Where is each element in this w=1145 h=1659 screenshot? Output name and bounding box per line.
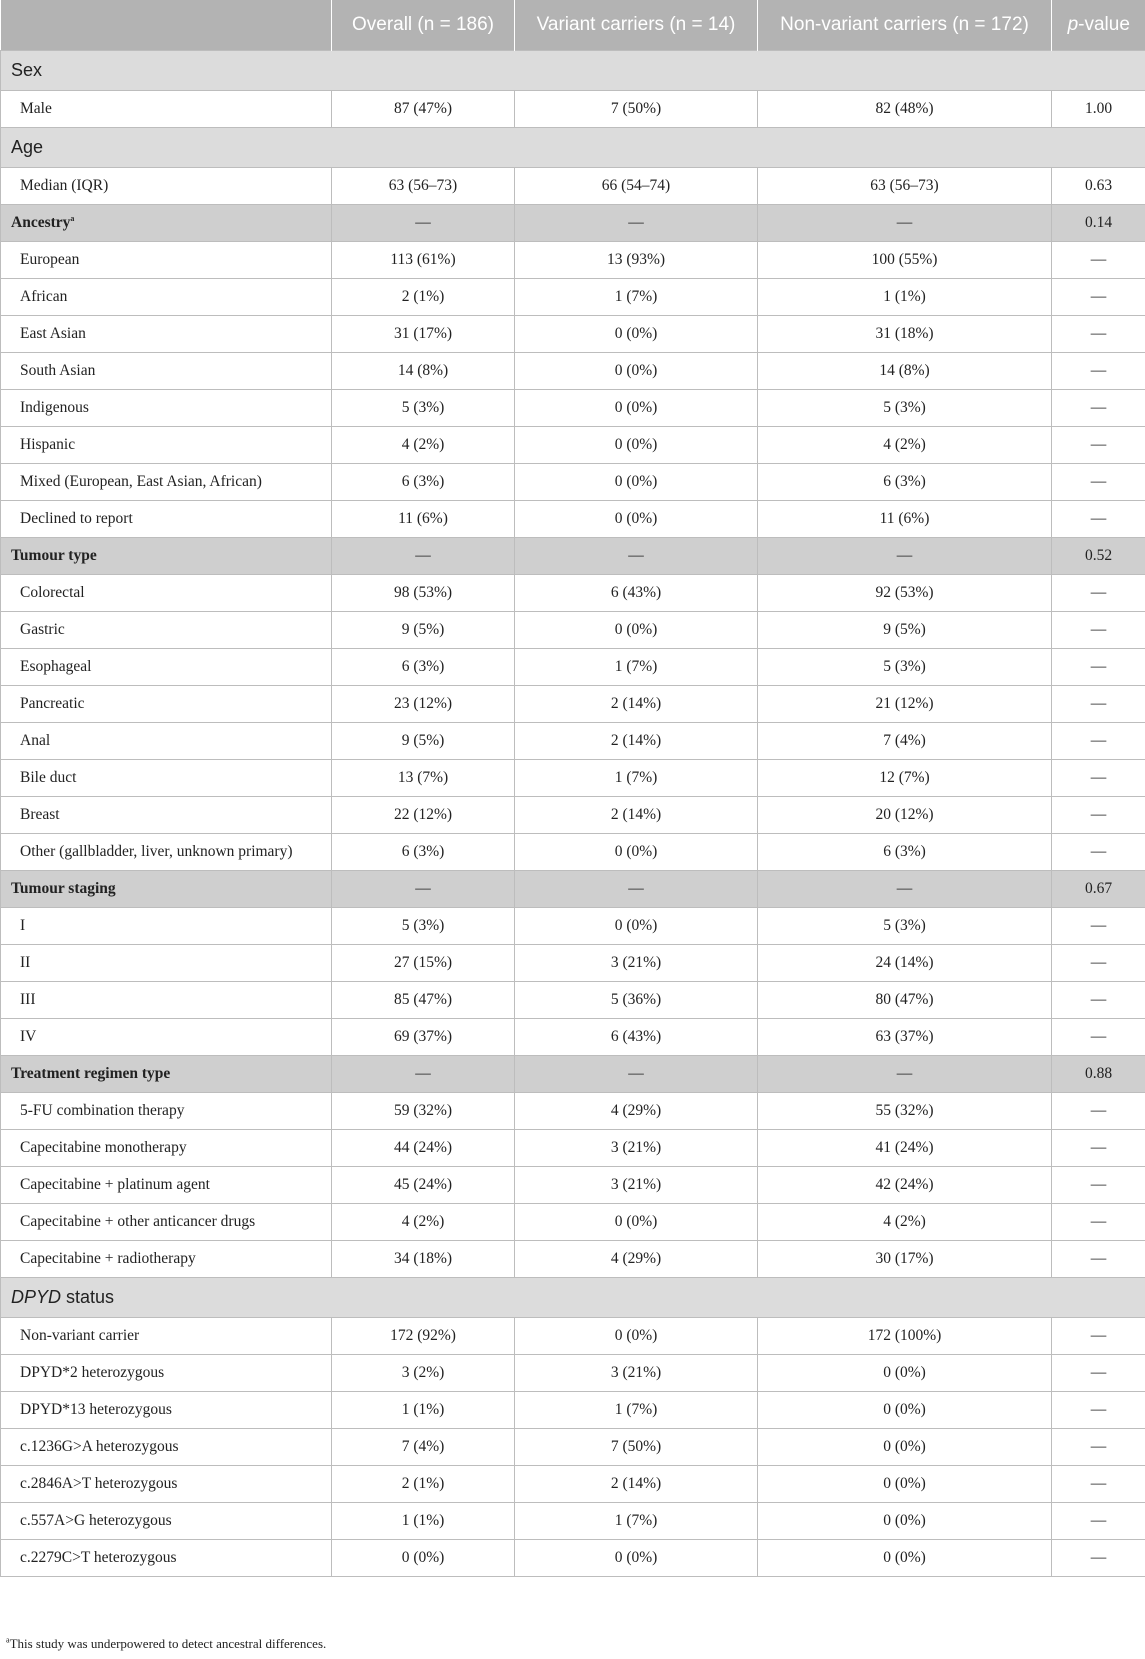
group-label: Tumour type bbox=[1, 538, 332, 575]
table-row bbox=[1, 575, 1145, 612]
cell-overall: 1 (1%) bbox=[332, 1503, 515, 1540]
cell-variant: 0 (0%) bbox=[515, 427, 758, 464]
table-row bbox=[1, 1355, 1145, 1392]
cell-p-value: — bbox=[1052, 982, 1145, 1019]
cell-overall: 2 (1%) bbox=[332, 279, 515, 316]
cell-p-value: — bbox=[1052, 723, 1145, 760]
cell-p-value: — bbox=[1052, 1355, 1145, 1392]
group-ancestry bbox=[1, 205, 1145, 242]
row-label: Declined to report bbox=[1, 501, 332, 538]
cell-variant: 1 (7%) bbox=[515, 760, 758, 797]
cell-variant: 2 (14%) bbox=[515, 686, 758, 723]
row-label: Hispanic bbox=[1, 427, 332, 464]
cell-overall: 22 (12%) bbox=[332, 797, 515, 834]
row-label: 5-FU combination therapy bbox=[1, 1093, 332, 1130]
cell-p-value: — bbox=[1052, 1204, 1145, 1241]
cell-nonvariant: 63 (37%) bbox=[758, 1019, 1052, 1056]
section-title: Age bbox=[1, 128, 1145, 168]
table-row bbox=[1, 390, 1145, 427]
cell-p-value: — bbox=[1052, 834, 1145, 871]
cell-variant: 66 (54–74) bbox=[515, 168, 758, 205]
header-p-value: p-value bbox=[1052, 0, 1145, 51]
row-label: Colorectal bbox=[1, 575, 332, 612]
cell-p-value: — bbox=[1052, 575, 1145, 612]
cell-overall: 7 (4%) bbox=[332, 1429, 515, 1466]
row-label: Capecitabine + other anticancer drugs bbox=[1, 1204, 332, 1241]
cell-p-value: — bbox=[1052, 1466, 1145, 1503]
cell-nonvariant: 82 (48%) bbox=[758, 91, 1052, 128]
group-p-value: 0.67 bbox=[1052, 871, 1145, 908]
group-nonvariant: — bbox=[758, 205, 1052, 242]
cell-variant: 0 (0%) bbox=[515, 390, 758, 427]
cell-nonvariant: 1 (1%) bbox=[758, 279, 1052, 316]
table-row bbox=[1, 1204, 1145, 1241]
cell-variant: 0 (0%) bbox=[515, 908, 758, 945]
cell-nonvariant: 4 (2%) bbox=[758, 427, 1052, 464]
cell-variant: 2 (14%) bbox=[515, 797, 758, 834]
cell-overall: 6 (3%) bbox=[332, 834, 515, 871]
header-variant-carriers: Variant carriers (n = 14) bbox=[515, 0, 758, 51]
cell-nonvariant: 31 (18%) bbox=[758, 316, 1052, 353]
cell-overall: 113 (61%) bbox=[332, 242, 515, 279]
cell-nonvariant: 5 (3%) bbox=[758, 908, 1052, 945]
row-label: European bbox=[1, 242, 332, 279]
cell-p-value: — bbox=[1052, 760, 1145, 797]
group-overall: — bbox=[332, 538, 515, 575]
cell-p-value: — bbox=[1052, 1503, 1145, 1540]
cell-p-value: — bbox=[1052, 649, 1145, 686]
cell-overall: 59 (32%) bbox=[332, 1093, 515, 1130]
group-nonvariant: — bbox=[758, 871, 1052, 908]
table-row bbox=[1, 464, 1145, 501]
header-label-col bbox=[1, 0, 332, 51]
group-tumour-type bbox=[1, 538, 1145, 575]
cell-nonvariant: 63 (56–73) bbox=[758, 168, 1052, 205]
table-row bbox=[1, 1318, 1145, 1355]
group-treatment-regimen bbox=[1, 1056, 1145, 1093]
cell-overall: 85 (47%) bbox=[332, 982, 515, 1019]
cell-variant: 1 (7%) bbox=[515, 1392, 758, 1429]
cell-overall: 2 (1%) bbox=[332, 1466, 515, 1503]
section-dpyd-status bbox=[1, 1278, 1145, 1318]
cell-overall: 11 (6%) bbox=[332, 501, 515, 538]
row-label: c.2279C>T heterozygous bbox=[1, 1540, 332, 1577]
cell-p-value: — bbox=[1052, 1241, 1145, 1278]
cell-variant: 3 (21%) bbox=[515, 945, 758, 982]
cell-variant: 1 (7%) bbox=[515, 1503, 758, 1540]
cell-nonvariant: 0 (0%) bbox=[758, 1429, 1052, 1466]
cell-nonvariant: 100 (55%) bbox=[758, 242, 1052, 279]
cell-overall: 13 (7%) bbox=[332, 760, 515, 797]
table-row bbox=[1, 1093, 1145, 1130]
group-overall: — bbox=[332, 205, 515, 242]
cell-overall: 31 (17%) bbox=[332, 316, 515, 353]
cell-overall: 34 (18%) bbox=[332, 1241, 515, 1278]
header-overall: Overall (n = 186) bbox=[332, 0, 515, 51]
table-row bbox=[1, 1167, 1145, 1204]
cell-overall: 23 (12%) bbox=[332, 686, 515, 723]
row-label: Anal bbox=[1, 723, 332, 760]
cell-variant: 0 (0%) bbox=[515, 1540, 758, 1577]
row-label: Indigenous bbox=[1, 390, 332, 427]
row-label: IV bbox=[1, 1019, 332, 1056]
cell-variant: 3 (21%) bbox=[515, 1355, 758, 1392]
row-label: South Asian bbox=[1, 353, 332, 390]
cell-overall: 69 (37%) bbox=[332, 1019, 515, 1056]
cell-overall: 5 (3%) bbox=[332, 390, 515, 427]
cell-overall: 9 (5%) bbox=[332, 612, 515, 649]
row-label: Median (IQR) bbox=[1, 168, 332, 205]
group-variant: — bbox=[515, 871, 758, 908]
table-row bbox=[1, 908, 1145, 945]
row-label: Capecitabine + platinum agent bbox=[1, 1167, 332, 1204]
group-overall: — bbox=[332, 1056, 515, 1093]
cell-variant: 0 (0%) bbox=[515, 316, 758, 353]
table-row bbox=[1, 797, 1145, 834]
cell-nonvariant: 12 (7%) bbox=[758, 760, 1052, 797]
cell-nonvariant: 20 (12%) bbox=[758, 797, 1052, 834]
cell-nonvariant: 4 (2%) bbox=[758, 1204, 1052, 1241]
cell-overall: 27 (15%) bbox=[332, 945, 515, 982]
cell-overall: 4 (2%) bbox=[332, 427, 515, 464]
cell-nonvariant: 21 (12%) bbox=[758, 686, 1052, 723]
cell-nonvariant: 92 (53%) bbox=[758, 575, 1052, 612]
cell-nonvariant: 0 (0%) bbox=[758, 1466, 1052, 1503]
table-row bbox=[1, 242, 1145, 279]
cell-p-value: — bbox=[1052, 908, 1145, 945]
table-row bbox=[1, 353, 1145, 390]
cell-variant: 3 (21%) bbox=[515, 1167, 758, 1204]
cell-variant: 0 (0%) bbox=[515, 353, 758, 390]
cell-overall: 63 (56–73) bbox=[332, 168, 515, 205]
cell-p-value: — bbox=[1052, 612, 1145, 649]
cell-nonvariant: 0 (0%) bbox=[758, 1503, 1052, 1540]
table-row bbox=[1, 501, 1145, 538]
table-row bbox=[1, 1466, 1145, 1503]
cell-variant: 0 (0%) bbox=[515, 464, 758, 501]
cell-p-value: — bbox=[1052, 353, 1145, 390]
header-nonvariant-carriers: Non-variant carriers (n = 172) bbox=[758, 0, 1052, 51]
cell-nonvariant: 30 (17%) bbox=[758, 1241, 1052, 1278]
cell-variant: 3 (21%) bbox=[515, 1130, 758, 1167]
row-label: Capecitabine monotherapy bbox=[1, 1130, 332, 1167]
cell-nonvariant: 0 (0%) bbox=[758, 1540, 1052, 1577]
cell-variant: 0 (0%) bbox=[515, 1318, 758, 1355]
table-row bbox=[1, 760, 1145, 797]
cell-p-value: — bbox=[1052, 1540, 1145, 1577]
row-label: Mixed (European, East Asian, African) bbox=[1, 464, 332, 501]
cell-overall: 98 (53%) bbox=[332, 575, 515, 612]
cell-variant: 2 (14%) bbox=[515, 723, 758, 760]
cell-nonvariant: 0 (0%) bbox=[758, 1392, 1052, 1429]
cell-variant: 0 (0%) bbox=[515, 1204, 758, 1241]
cell-overall: 44 (24%) bbox=[332, 1130, 515, 1167]
cell-overall: 45 (24%) bbox=[332, 1167, 515, 1204]
cell-nonvariant: 7 (4%) bbox=[758, 723, 1052, 760]
cell-variant: 1 (7%) bbox=[515, 649, 758, 686]
row-label: Bile duct bbox=[1, 760, 332, 797]
cell-p-value: — bbox=[1052, 1093, 1145, 1130]
cell-nonvariant: 0 (0%) bbox=[758, 1355, 1052, 1392]
cell-nonvariant: 55 (32%) bbox=[758, 1093, 1052, 1130]
table-row bbox=[1, 279, 1145, 316]
group-overall: — bbox=[332, 871, 515, 908]
cell-p-value: — bbox=[1052, 390, 1145, 427]
cell-p-value: — bbox=[1052, 797, 1145, 834]
table-row bbox=[1, 1540, 1145, 1577]
table-row bbox=[1, 1429, 1145, 1466]
cell-overall: 4 (2%) bbox=[332, 1204, 515, 1241]
cell-variant: 5 (36%) bbox=[515, 982, 758, 1019]
cell-p-value: — bbox=[1052, 279, 1145, 316]
cell-nonvariant: 14 (8%) bbox=[758, 353, 1052, 390]
cell-overall: 3 (2%) bbox=[332, 1355, 515, 1392]
cell-p-value: — bbox=[1052, 686, 1145, 723]
cell-p-value: — bbox=[1052, 1429, 1145, 1466]
cell-overall: 0 (0%) bbox=[332, 1540, 515, 1577]
cell-nonvariant: 6 (3%) bbox=[758, 834, 1052, 871]
group-p-value: 0.52 bbox=[1052, 538, 1145, 575]
cell-nonvariant: 172 (100%) bbox=[758, 1318, 1052, 1355]
row-label: I bbox=[1, 908, 332, 945]
cell-variant: 0 (0%) bbox=[515, 612, 758, 649]
cell-overall: 6 (3%) bbox=[332, 649, 515, 686]
group-nonvariant: — bbox=[758, 1056, 1052, 1093]
cell-p-value: — bbox=[1052, 1130, 1145, 1167]
row-label: Other (gallbladder, liver, unknown primary) bbox=[1, 834, 332, 871]
cell-nonvariant: 80 (47%) bbox=[758, 982, 1052, 1019]
cell-overall: 14 (8%) bbox=[332, 353, 515, 390]
cell-overall: 172 (92%) bbox=[332, 1318, 515, 1355]
cell-nonvariant: 11 (6%) bbox=[758, 501, 1052, 538]
section-sex bbox=[1, 51, 1145, 91]
cell-variant: 2 (14%) bbox=[515, 1466, 758, 1503]
cell-p-value: — bbox=[1052, 427, 1145, 464]
row-label: Esophageal bbox=[1, 649, 332, 686]
row-label: African bbox=[1, 279, 332, 316]
row-label: c.2846A>T heterozygous bbox=[1, 1466, 332, 1503]
cell-variant: 13 (93%) bbox=[515, 242, 758, 279]
section-age bbox=[1, 128, 1145, 168]
cell-variant: 4 (29%) bbox=[515, 1093, 758, 1130]
cell-nonvariant: 24 (14%) bbox=[758, 945, 1052, 982]
table-header-row bbox=[1, 0, 1145, 51]
cell-variant: 1 (7%) bbox=[515, 279, 758, 316]
row-label: Breast bbox=[1, 797, 332, 834]
cell-overall: 87 (47%) bbox=[332, 91, 515, 128]
cell-p-value: — bbox=[1052, 1167, 1145, 1204]
row-label: DPYD*2 heterozygous bbox=[1, 1355, 332, 1392]
row-label: Capecitabine + radiotherapy bbox=[1, 1241, 332, 1278]
cell-variant: 6 (43%) bbox=[515, 575, 758, 612]
table-row bbox=[1, 834, 1145, 871]
table-row bbox=[1, 612, 1145, 649]
cell-nonvariant: 41 (24%) bbox=[758, 1130, 1052, 1167]
table-row bbox=[1, 316, 1145, 353]
group-label: Tumour staging bbox=[1, 871, 332, 908]
cell-p-value: — bbox=[1052, 501, 1145, 538]
table-row bbox=[1, 649, 1145, 686]
cell-nonvariant: 6 (3%) bbox=[758, 464, 1052, 501]
cell-nonvariant: 5 (3%) bbox=[758, 390, 1052, 427]
cell-nonvariant: 5 (3%) bbox=[758, 649, 1052, 686]
table-row bbox=[1, 686, 1145, 723]
table-row bbox=[1, 1130, 1145, 1167]
group-variant: — bbox=[515, 1056, 758, 1093]
cell-p-value: — bbox=[1052, 945, 1145, 982]
row-label: DPYD*13 heterozygous bbox=[1, 1392, 332, 1429]
table-row bbox=[1, 91, 1145, 128]
cell-overall: 9 (5%) bbox=[332, 723, 515, 760]
table-row bbox=[1, 1241, 1145, 1278]
table-row bbox=[1, 945, 1145, 982]
table-row bbox=[1, 168, 1145, 205]
cell-variant: 0 (0%) bbox=[515, 501, 758, 538]
row-label: II bbox=[1, 945, 332, 982]
cell-p-value: — bbox=[1052, 464, 1145, 501]
table-row bbox=[1, 723, 1145, 760]
cell-p-value: — bbox=[1052, 316, 1145, 353]
cell-p-value: — bbox=[1052, 1392, 1145, 1429]
group-tumour-staging bbox=[1, 871, 1145, 908]
cell-p-value: — bbox=[1052, 1019, 1145, 1056]
row-label: Male bbox=[1, 91, 332, 128]
section-title: Sex bbox=[1, 51, 1145, 91]
cell-overall: 1 (1%) bbox=[332, 1392, 515, 1429]
cell-variant: 0 (0%) bbox=[515, 834, 758, 871]
cell-p-value: — bbox=[1052, 1318, 1145, 1355]
row-label: III bbox=[1, 982, 332, 1019]
row-label: Non-variant carrier bbox=[1, 1318, 332, 1355]
cell-overall: 5 (3%) bbox=[332, 908, 515, 945]
footnote: $^a$This study was underpowered to detect ancestral differences. bbox=[6, 1635, 327, 1651]
row-label: c.557A>G heterozygous bbox=[1, 1503, 332, 1540]
cell-variant: 7 (50%) bbox=[515, 91, 758, 128]
table-row bbox=[1, 1019, 1145, 1056]
group-variant: — bbox=[515, 205, 758, 242]
cell-p-value: — bbox=[1052, 242, 1145, 279]
group-label: Treatment regimen type bbox=[1, 1056, 332, 1093]
cell-nonvariant: 9 (5%) bbox=[758, 612, 1052, 649]
cell-variant: 6 (43%) bbox=[515, 1019, 758, 1056]
section-title: DPYD status bbox=[1, 1278, 1145, 1318]
table-row bbox=[1, 1392, 1145, 1429]
table-row bbox=[1, 982, 1145, 1019]
cell-variant: 4 (29%) bbox=[515, 1241, 758, 1278]
group-nonvariant: — bbox=[758, 538, 1052, 575]
row-label: Gastric bbox=[1, 612, 332, 649]
row-label: East Asian bbox=[1, 316, 332, 353]
group-label: Ancestry$^a$ bbox=[1, 205, 332, 242]
cell-overall: 6 (3%) bbox=[332, 464, 515, 501]
cell-variant: 7 (50%) bbox=[515, 1429, 758, 1466]
group-p-value: 0.88 bbox=[1052, 1056, 1145, 1093]
row-label: Pancreatic bbox=[1, 686, 332, 723]
table-row bbox=[1, 427, 1145, 464]
table-row bbox=[1, 1503, 1145, 1540]
cell-p-value: 0.63 bbox=[1052, 168, 1145, 205]
group-variant: — bbox=[515, 538, 758, 575]
cell-nonvariant: 42 (24%) bbox=[758, 1167, 1052, 1204]
group-p-value: 0.14 bbox=[1052, 205, 1145, 242]
row-label: c.1236G>A heterozygous bbox=[1, 1429, 332, 1466]
cell-p-value: 1.00 bbox=[1052, 91, 1145, 128]
